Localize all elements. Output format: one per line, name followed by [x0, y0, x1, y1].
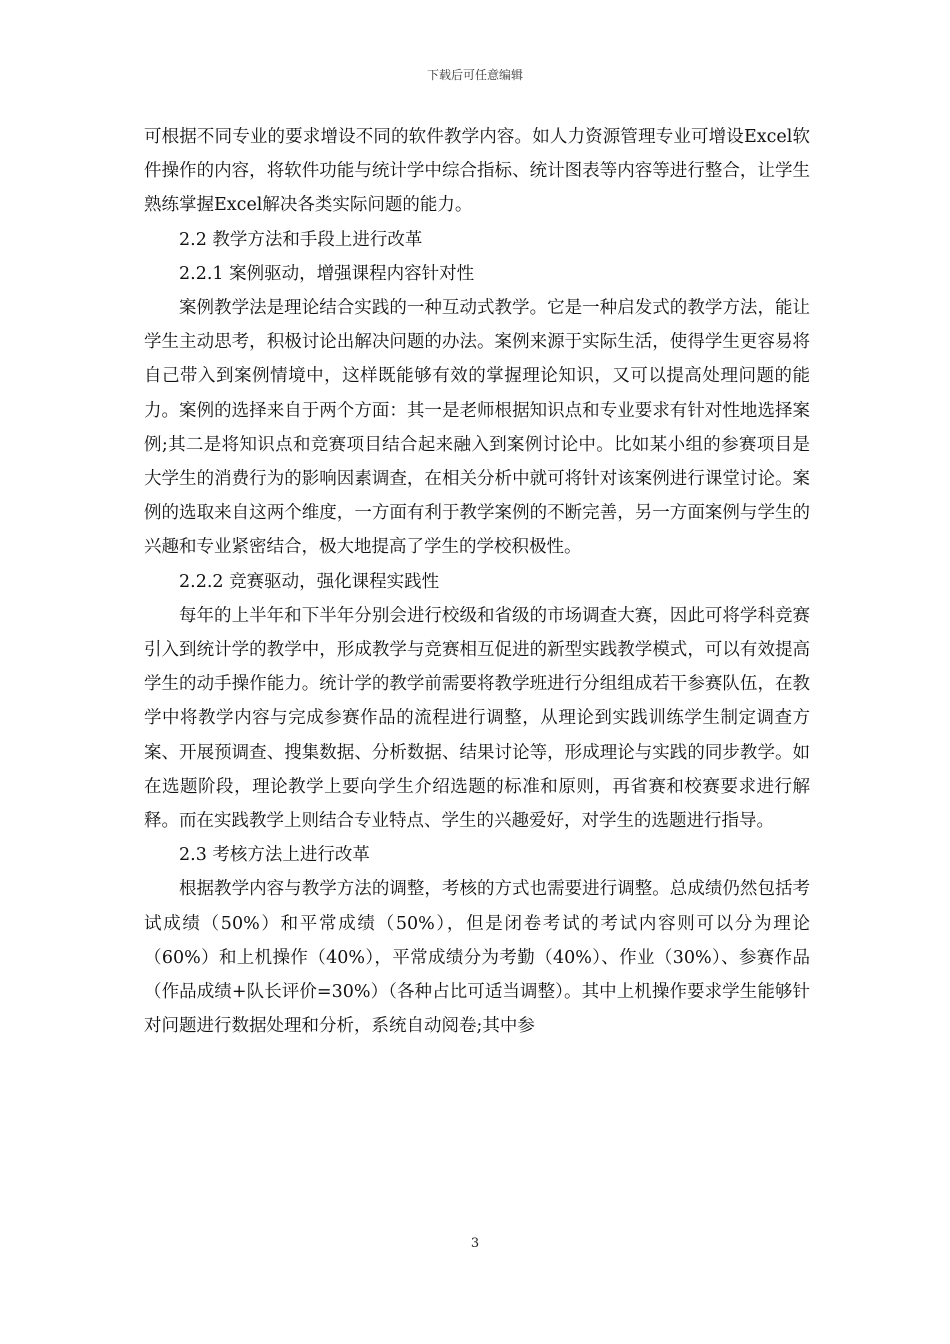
section-heading-2-2: 2.2 教学方法和手段上进行改革: [179, 229, 423, 250]
paragraph-case-teaching: 案例教学法是理论结合实践的一种互动式教学。它是一种启发式的教学方法，能让学生主动思考，积极讨论出解决问题的办法。案例来源于实际生活，使得学生更容易将自己带入到案例情境中，这样既能够有效的掌握理论知识，又可以提高处理问题的能力。案例的选择来自于两个方面：其一是老师根据知识点和专业要求有针对性地选择案例;其二是将知识点和竞赛项目结合起来融入到案例讨论中。比如某小组的参赛项目是大学生的消费行为的影响因素调查，在相关分析中就可将针对该案例进行课堂讨论。案例的选取来自这两个维度，一方面有利于教学案例的不断完善，另一方面案例与学生的兴趣和专业紧密结合，极大地提高了学生的学校积极性。: [144, 298, 810, 558]
section-heading-2-2-1: 2.2.1 案例驱动，增强课程内容针对性: [179, 263, 475, 284]
section-heading-2-2-2: 2.2.2 竞赛驱动，强化课程实践性: [179, 571, 440, 592]
section-heading-2-3: 2.3 考核方法上进行改革: [179, 845, 370, 866]
paragraph-intro-continuation: 可根据不同专业的要求增设不同的软件教学内容。如人力资源管理专业可增设Excel软件操作的内容，将软件功能与统计学中综合指标、统计图表等内容等进行整合，让学生熟练掌握Excel解决各类实际问题的能力。: [144, 127, 810, 216]
paragraph-competition: 每年的上半年和下半年分别会进行校级和省级的市场调查大赛，因此可将学科竞赛引入到统计学的教学中，形成教学与竞赛相互促进的新型实践教学模式，可以有效提高学生的动手操作能力。统计学的教学前需要将教学班进行分组组成若干参赛队伍，在教学中将教学内容与完成参赛作品的流程进行调整，从理论到实践训练学生制定调查方案、开展预调查、搜集数据、分析数据、结果讨论等，形成理论与实践的同步教学。如在选题阶段，理论教学上要向学生介绍选题的标准和原则，再省赛和校赛要求进行解释。而在实践教学上则结合专业特点、学生的兴趣爱好，对学生的选题进行指导。: [144, 605, 810, 832]
page-number: 3: [470, 1236, 480, 1251]
document-body: [144, 120, 810, 1043]
paragraph-assessment: 根据教学内容与教学方法的调整，考核的方式也需要进行调整。总成绩仍然包括考试成绩（50%）和平常成绩（50%），但是闭卷考试的考试内容则可以分为理论（60%）和上机操作（40%），平常成绩分为考勤（40%）、作业（30%）、参赛作品（作品成绩+队长评价=30%）（各种占比可适当调整）。其中上机操作要求学生能够针对问题进行数据处理和分析，系统自动阅卷;其中参: [144, 879, 810, 1037]
page-header: 下载后可任意编辑: [426, 68, 523, 82]
